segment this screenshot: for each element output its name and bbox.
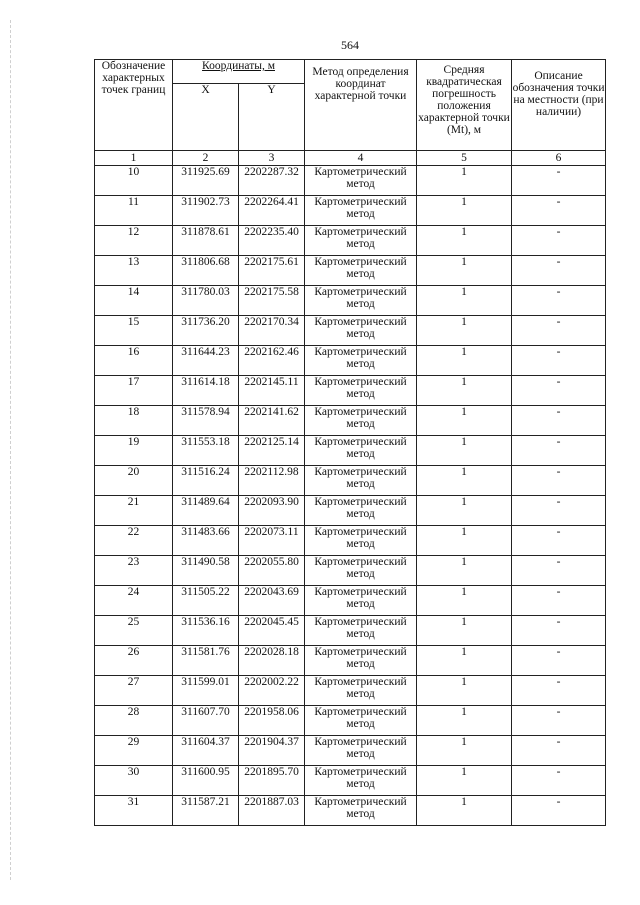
error-cell: 1 xyxy=(417,166,512,196)
coord-y: 2202073.11 xyxy=(239,526,305,556)
method-cell: Картометрический метод xyxy=(305,496,417,526)
coord-x: 311489.64 xyxy=(173,496,239,526)
error-cell: 1 xyxy=(417,736,512,766)
coord-y: 2202093.90 xyxy=(239,496,305,526)
table-row xyxy=(95,286,606,316)
point-number: 28 xyxy=(95,706,173,736)
point-number: 18 xyxy=(95,406,173,436)
description-cell: - xyxy=(512,526,606,556)
column-numbers-row xyxy=(95,151,606,166)
method-cell: Картометрический метод xyxy=(305,676,417,706)
coord-y: 2202028.18 xyxy=(239,646,305,676)
table-row xyxy=(95,196,606,226)
table-row xyxy=(95,316,606,346)
error-cell: 1 xyxy=(417,346,512,376)
error-cell: 1 xyxy=(417,466,512,496)
description-cell: - xyxy=(512,346,606,376)
error-cell: 1 xyxy=(417,676,512,706)
coord-y: 2201895.70 xyxy=(239,766,305,796)
point-number: 24 xyxy=(95,586,173,616)
coord-y: 2201887.03 xyxy=(239,796,305,826)
coord-x: 311780.03 xyxy=(173,286,239,316)
point-number: 29 xyxy=(95,736,173,766)
error-cell: 1 xyxy=(417,586,512,616)
coord-y: 2201904.37 xyxy=(239,736,305,766)
point-number: 22 xyxy=(95,526,173,556)
description-cell: - xyxy=(512,616,606,646)
coord-y: 2202235.40 xyxy=(239,226,305,256)
error-cell: 1 xyxy=(417,766,512,796)
coord-x: 311878.61 xyxy=(173,226,239,256)
error-cell: 1 xyxy=(417,316,512,346)
coord-y: 2202055.80 xyxy=(239,556,305,586)
coord-x: 311925.69 xyxy=(173,166,239,196)
coord-y: 2202112.98 xyxy=(239,466,305,496)
point-number: 10 xyxy=(95,166,173,196)
method-cell: Картометрический метод xyxy=(305,436,417,466)
method-cell: Картометрический метод xyxy=(305,616,417,646)
point-number: 11 xyxy=(95,196,173,226)
point-number: 30 xyxy=(95,766,173,796)
method-cell: Картометрический метод xyxy=(305,796,417,826)
description-cell: - xyxy=(512,256,606,286)
coord-x: 311553.18 xyxy=(173,436,239,466)
coord-y: 2202125.14 xyxy=(239,436,305,466)
coord-x: 311536.16 xyxy=(173,616,239,646)
table-row xyxy=(95,226,606,256)
description-cell: - xyxy=(512,406,606,436)
binding-edge-mark xyxy=(10,20,12,880)
column-number: 2 xyxy=(173,151,239,166)
coord-x: 311490.58 xyxy=(173,556,239,586)
coord-x: 311600.95 xyxy=(173,766,239,796)
header-method: Метод определения координат характерной точки xyxy=(305,60,417,151)
column-number: 1 xyxy=(95,151,173,166)
description-cell: - xyxy=(512,226,606,256)
coord-y: 2202264.41 xyxy=(239,196,305,226)
description-cell: - xyxy=(512,646,606,676)
table-row xyxy=(95,766,606,796)
coord-x: 311902.73 xyxy=(173,196,239,226)
method-cell: Картометрический метод xyxy=(305,376,417,406)
header-point-designation: Обозначение характерных точек границ xyxy=(95,60,173,151)
error-cell: 1 xyxy=(417,526,512,556)
coord-x: 311806.68 xyxy=(173,256,239,286)
point-number: 14 xyxy=(95,286,173,316)
table-row xyxy=(95,586,606,616)
point-number: 25 xyxy=(95,616,173,646)
table-row xyxy=(95,676,606,706)
description-cell: - xyxy=(512,376,606,406)
error-cell: 1 xyxy=(417,706,512,736)
table-row xyxy=(95,646,606,676)
point-number: 19 xyxy=(95,436,173,466)
page-number: 564 xyxy=(341,38,359,52)
coord-y: 2202145.11 xyxy=(239,376,305,406)
table-row xyxy=(95,436,606,466)
description-cell: - xyxy=(512,286,606,316)
point-number: 31 xyxy=(95,796,173,826)
point-number: 12 xyxy=(95,226,173,256)
point-number: 16 xyxy=(95,346,173,376)
method-cell: Картометрический метод xyxy=(305,166,417,196)
description-cell: - xyxy=(512,466,606,496)
coord-x: 311607.70 xyxy=(173,706,239,736)
description-cell: - xyxy=(512,436,606,466)
description-cell: - xyxy=(512,196,606,226)
coord-y: 2202043.69 xyxy=(239,586,305,616)
coord-y: 2202162.46 xyxy=(239,346,305,376)
table-row xyxy=(95,256,606,286)
description-cell: - xyxy=(512,706,606,736)
coord-y: 2202287.32 xyxy=(239,166,305,196)
column-number: 6 xyxy=(512,151,606,166)
error-cell: 1 xyxy=(417,556,512,586)
error-cell: 1 xyxy=(417,496,512,526)
error-cell: 1 xyxy=(417,196,512,226)
table-row xyxy=(95,376,606,406)
method-cell: Картометрический метод xyxy=(305,766,417,796)
point-number: 13 xyxy=(95,256,173,286)
description-cell: - xyxy=(512,736,606,766)
coord-x: 311736.20 xyxy=(173,316,239,346)
table-row xyxy=(95,736,606,766)
header-coordinates: Координаты, м xyxy=(173,60,305,84)
coord-x: 311614.18 xyxy=(173,376,239,406)
table-row xyxy=(95,796,606,826)
table-row xyxy=(95,526,606,556)
coord-y: 2201958.06 xyxy=(239,706,305,736)
point-number: 15 xyxy=(95,316,173,346)
error-cell: 1 xyxy=(417,796,512,826)
description-cell: - xyxy=(512,166,606,196)
method-cell: Картометрический метод xyxy=(305,256,417,286)
error-cell: 1 xyxy=(417,226,512,256)
coord-y: 2202141.62 xyxy=(239,406,305,436)
error-cell: 1 xyxy=(417,406,512,436)
coordinates-table xyxy=(94,59,606,826)
method-cell: Картометрический метод xyxy=(305,646,417,676)
coord-x: 311505.22 xyxy=(173,586,239,616)
error-cell: 1 xyxy=(417,286,512,316)
table-row xyxy=(95,166,606,196)
table-row xyxy=(95,496,606,526)
coord-y: 2202002.22 xyxy=(239,676,305,706)
method-cell: Картометрический метод xyxy=(305,406,417,436)
point-number: 17 xyxy=(95,376,173,406)
coord-y: 2202170.34 xyxy=(239,316,305,346)
point-number: 26 xyxy=(95,646,173,676)
method-cell: Картометрический метод xyxy=(305,526,417,556)
method-cell: Картометрический метод xyxy=(305,226,417,256)
point-number: 27 xyxy=(95,676,173,706)
coord-x: 311581.76 xyxy=(173,646,239,676)
coord-x: 311604.37 xyxy=(173,736,239,766)
coord-x: 311516.24 xyxy=(173,466,239,496)
header-y: Y xyxy=(239,83,305,150)
table-row xyxy=(95,346,606,376)
method-cell: Картометрический метод xyxy=(305,556,417,586)
method-cell: Картометрический метод xyxy=(305,586,417,616)
error-cell: 1 xyxy=(417,616,512,646)
coord-x: 311599.01 xyxy=(173,676,239,706)
point-number: 21 xyxy=(95,496,173,526)
table-body xyxy=(95,166,606,826)
coord-x: 311644.23 xyxy=(173,346,239,376)
coord-y: 2202045.45 xyxy=(239,616,305,646)
description-cell: - xyxy=(512,586,606,616)
method-cell: Картометрический метод xyxy=(305,196,417,226)
error-cell: 1 xyxy=(417,376,512,406)
table-row xyxy=(95,616,606,646)
table-row xyxy=(95,556,606,586)
coord-x: 311483.66 xyxy=(173,526,239,556)
description-cell: - xyxy=(512,496,606,526)
description-cell: - xyxy=(512,316,606,346)
coord-x: 311587.21 xyxy=(173,796,239,826)
column-number: 3 xyxy=(239,151,305,166)
header-description: Описание обозначения точки на местности (при наличии) xyxy=(512,60,606,151)
point-number: 23 xyxy=(95,556,173,586)
description-cell: - xyxy=(512,676,606,706)
method-cell: Картометрический метод xyxy=(305,316,417,346)
column-number: 5 xyxy=(417,151,512,166)
description-cell: - xyxy=(512,766,606,796)
method-cell: Картометрический метод xyxy=(305,346,417,376)
table-row xyxy=(95,406,606,436)
point-number: 20 xyxy=(95,466,173,496)
method-cell: Картометрический метод xyxy=(305,736,417,766)
header-error: Средняя квадратическая погрешность положения характерной точки (Mt), м xyxy=(417,60,512,151)
method-cell: Картометрический метод xyxy=(305,706,417,736)
error-cell: 1 xyxy=(417,646,512,676)
coord-y: 2202175.61 xyxy=(239,256,305,286)
table-row xyxy=(95,466,606,496)
error-cell: 1 xyxy=(417,256,512,286)
column-number: 4 xyxy=(305,151,417,166)
error-cell: 1 xyxy=(417,436,512,466)
table-row xyxy=(95,706,606,736)
method-cell: Картометрический метод xyxy=(305,286,417,316)
coord-y: 2202175.58 xyxy=(239,286,305,316)
description-cell: - xyxy=(512,796,606,826)
method-cell: Картометрический метод xyxy=(305,466,417,496)
description-cell: - xyxy=(512,556,606,586)
coord-x: 311578.94 xyxy=(173,406,239,436)
header-x: X xyxy=(173,83,239,150)
